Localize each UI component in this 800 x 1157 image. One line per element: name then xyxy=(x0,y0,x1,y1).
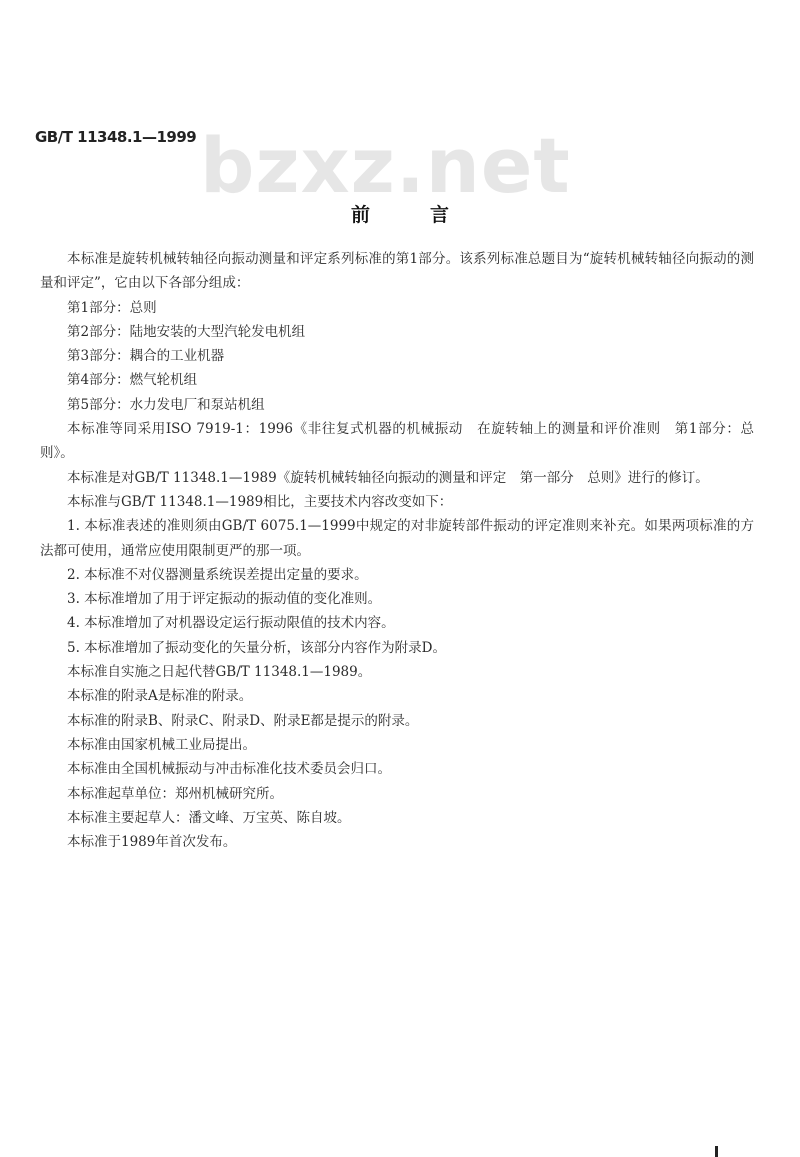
paragraph: 本标准与GB/T 11348.1—1989相比，主要技术内容改变如下： xyxy=(67,493,453,510)
paragraph: 本标准由全国机械振动与冲击标准化技术委员会归口。 xyxy=(67,761,391,778)
paragraph: 本标准自实施之日起代替GB/T 11348.1—1989。 xyxy=(67,664,372,681)
standard-code: GB/T 11348.1—1999 xyxy=(35,128,197,146)
paragraph: 第2部分：陆地安装的大型汽轮发电机组 xyxy=(67,323,306,340)
paragraph: 本标准主要起草人：潘文峰、万宝英、陈自坡。 xyxy=(67,809,351,826)
paragraph: 第3部分：耦合的工业机器 xyxy=(67,348,225,365)
paragraph: 本标准等同采用ISO 7919-1：1996《非往复式机器的机械振动 在旋转轴上的测量和评价准则 第1部分：总则》。 xyxy=(40,421,754,462)
paragraph: 第4部分：燃气轮机组 xyxy=(67,372,198,389)
paragraph: 5. 本标准增加了振动变化的矢量分析，该部分内容作为附录D。 xyxy=(67,639,446,656)
paragraph: 4. 本标准增加了对机器设定运行振动限值的技术内容。 xyxy=(67,615,395,632)
paragraph: 本标准的附录A是标准的附录。 xyxy=(67,688,253,705)
paragraph: 本标准的附录B、附录C、附录D、附录E都是提示的附录。 xyxy=(67,712,419,729)
paragraph: 本标准是旋转机械转轴径向振动测量和评定系列标准的第1部分。该系列标准总题目为“旋转机械转轴径向振动的测量和评定”，它由以下各部分组成： xyxy=(40,251,754,292)
paragraph: 本标准起草单位：郑州机械研究所。 xyxy=(67,785,283,802)
page-title: 前言 xyxy=(350,204,509,226)
paragraph: 本标准于1989年首次发布。 xyxy=(67,834,237,851)
paragraph: 本标准由国家机械工业局提出。 xyxy=(67,736,256,753)
paragraph: 3. 本标准增加了用于评定振动的振动值的变化准则。 xyxy=(67,591,382,608)
paragraph: 第5部分：水力发电厂和泵站机组 xyxy=(67,396,265,413)
paragraph: 本标准是对GB/T 11348.1—1989《旋转机械转轴径向振动的测量和评定 第一部分 总则》进行的修订。 xyxy=(67,469,709,486)
page-number xyxy=(715,1146,718,1157)
paragraph: 1. 本标准表述的准则须由GB/T 6075.1—1999中规定的对非旋转部件振动的评定准则来补充。如果两项标准的方法都可使用，通常应使用限制更严的那一项。 xyxy=(40,518,754,559)
watermark-logo: bzxz.net xyxy=(200,121,571,210)
foreword-body xyxy=(40,247,754,854)
paragraph: 2. 本标准不对仪器测量系统误差提出定量的要求。 xyxy=(67,566,368,583)
paragraph: 第1部分：总则 xyxy=(67,299,157,316)
